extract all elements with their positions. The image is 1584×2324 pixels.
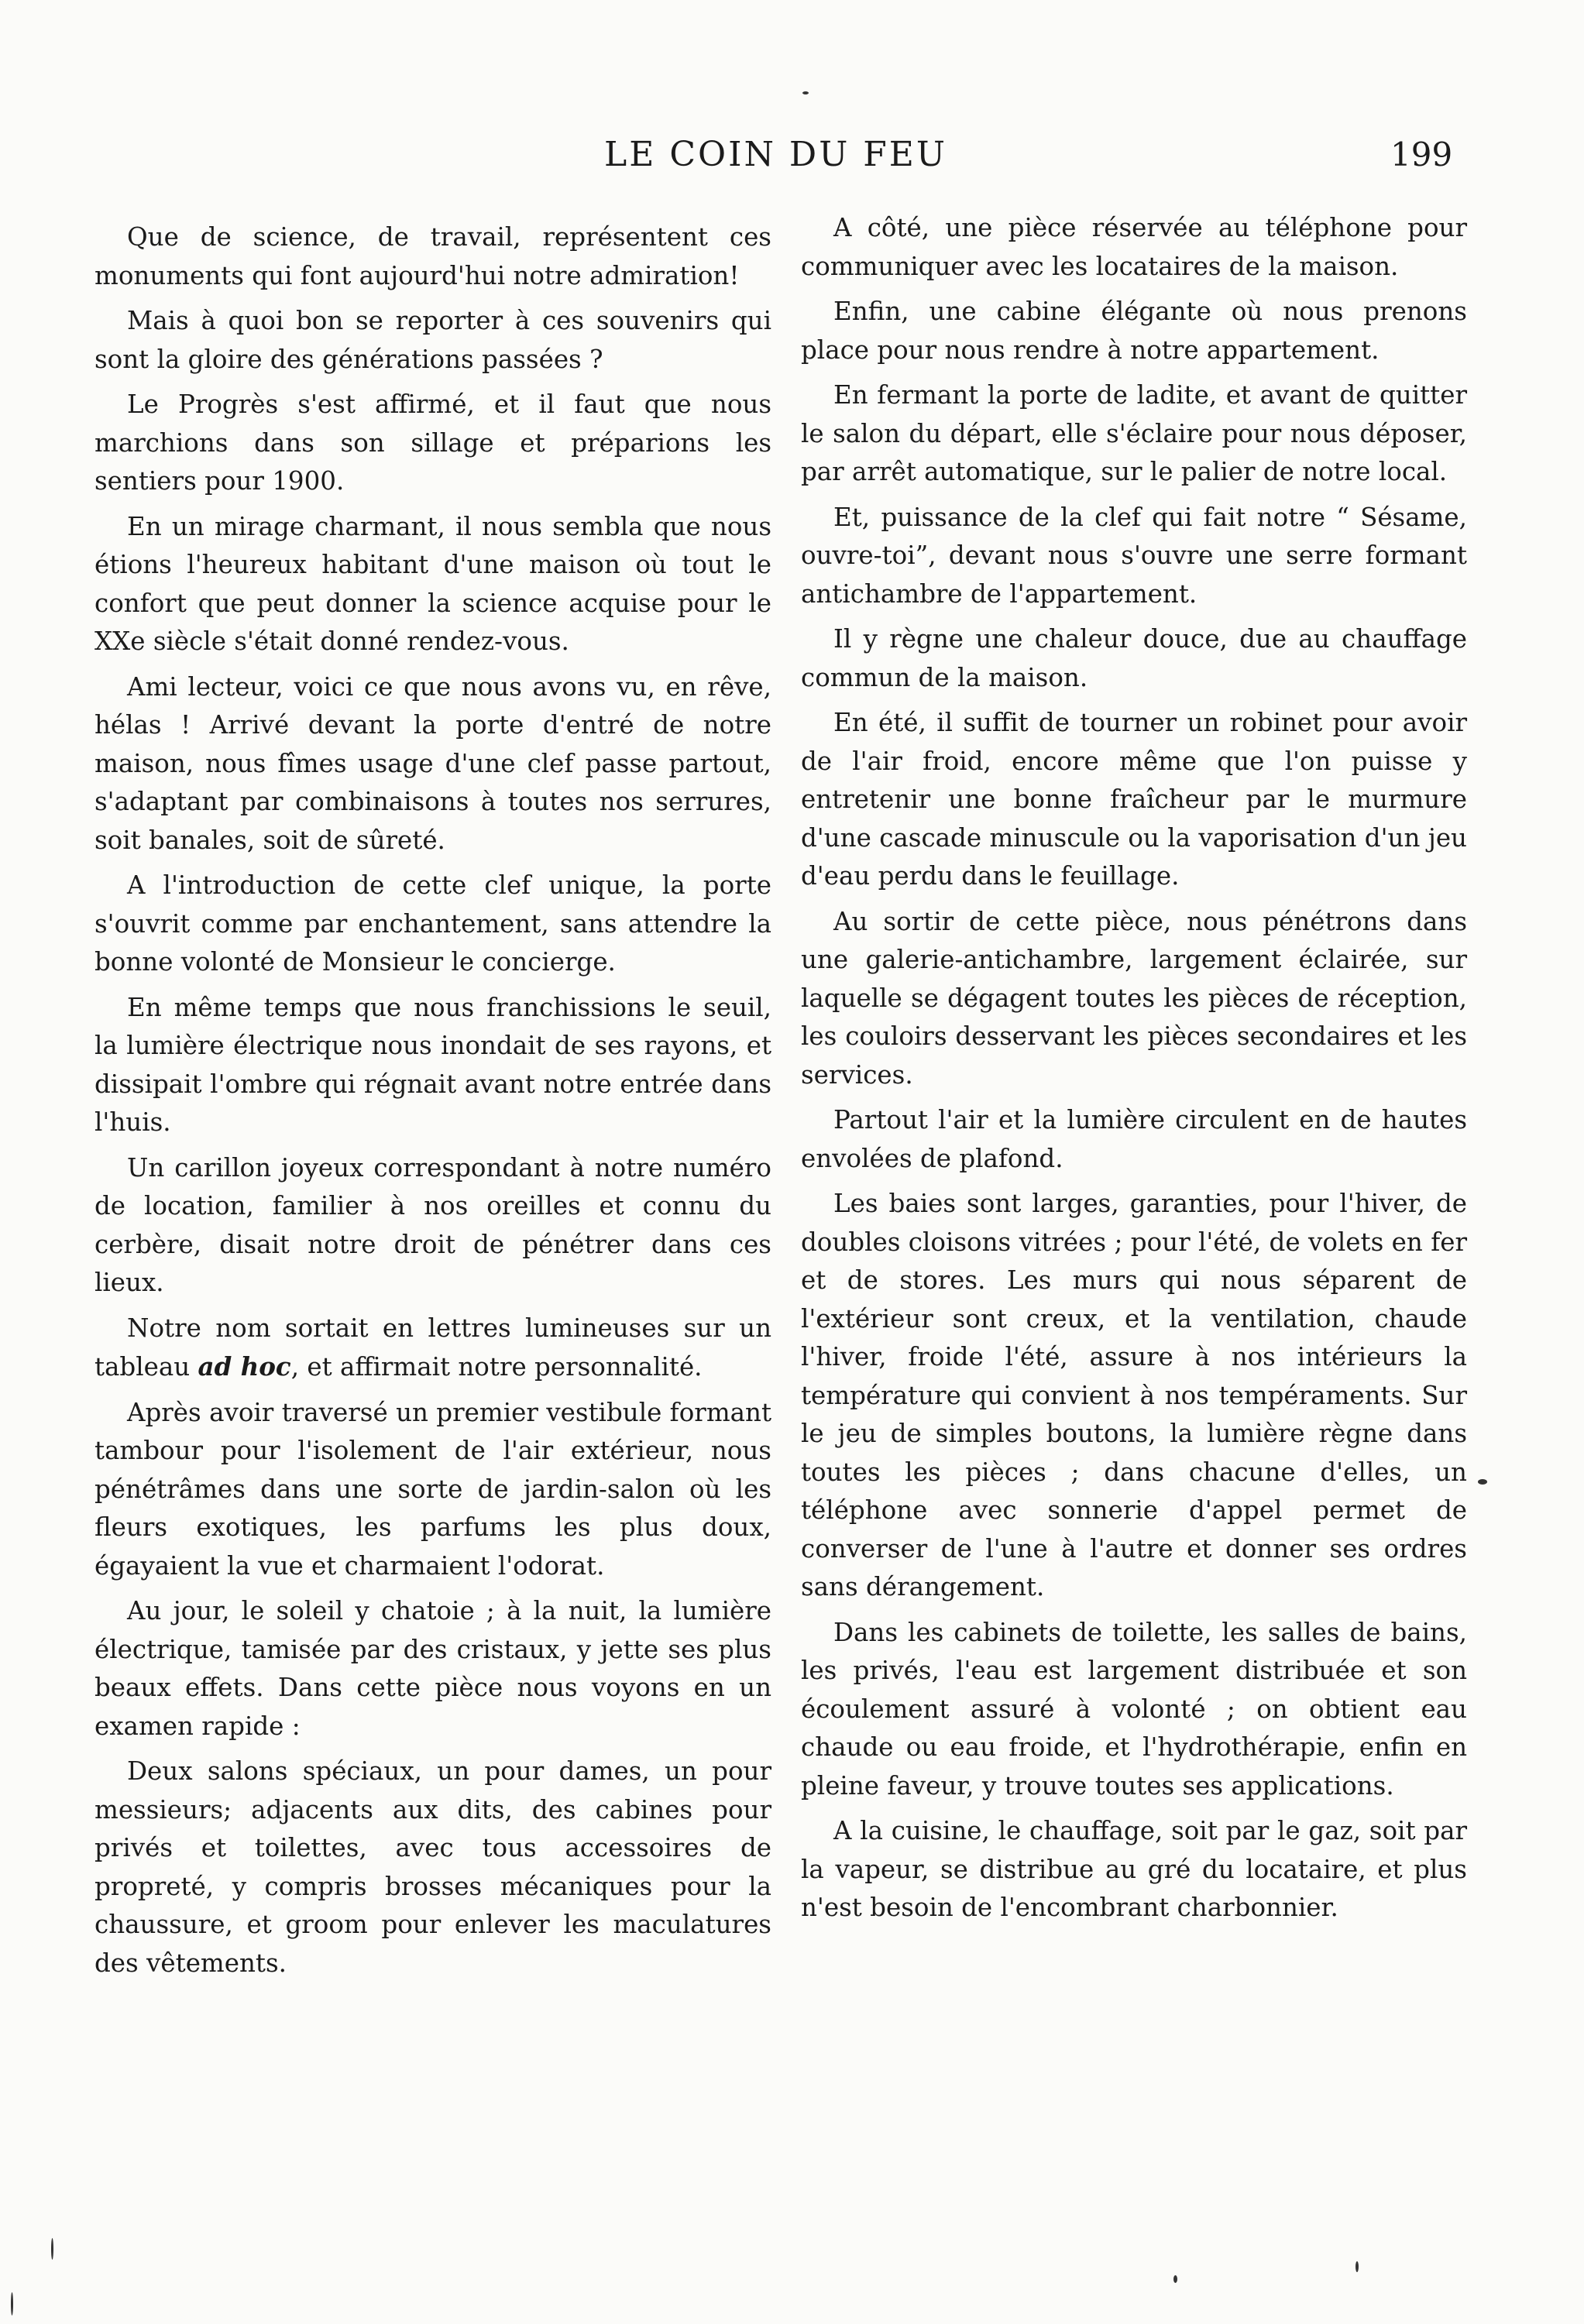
paragraph: En fermant la porte de ladite, et avant de quitter le salon du départ, elle s'éclaire pour nous déposer, par arrêt automatique, sur le palier de notre local. bbox=[801, 380, 1467, 486]
print-speck bbox=[11, 2292, 13, 2315]
paragraph: Partout l'air et la lumière circulent en de hautes envolées de plafond. bbox=[801, 1105, 1467, 1173]
paragraph: Après avoir traversé un premier vestibule formant tambour pour l'isolement de l'air extérieur, nous pénétrâmes dans une sorte de jardin-salon où les fleurs exotiques, les parfums les plus doux, égayaient la vue et charmaient l'odorat. bbox=[94, 1397, 771, 1581]
paragraph: Il y règne une chaleur douce, due au chauffage commun de la maison. bbox=[801, 624, 1467, 692]
print-speck bbox=[1478, 1479, 1487, 1485]
paragraph: En un mirage charmant, il nous sembla que nous étions l'heureux habitant d'une maison où tout le confort que peut donner la science acquise pour le XXe siècle s'était donné rendez-vous. bbox=[94, 511, 771, 656]
paragraph: Mais à quoi bon se reporter à ces souvenirs qui sont la gloire des générations passées ? bbox=[94, 306, 771, 374]
italic-term: ad hoc bbox=[198, 1351, 291, 1382]
right-column bbox=[801, 209, 1467, 1934]
print-speck bbox=[51, 2238, 53, 2260]
paragraph: A côté, une pièce réservée au téléphone pour communiquer avec les locataires de la maison. bbox=[801, 213, 1467, 281]
paragraph: Les baies sont larges, garanties, pour l'hiver, de doubles cloisons vitrées ; pour l'été, de volets en fer et de stores. Les murs qui nous séparent de l'extérieur sont creux, et la ventilation, chaude l'hiver, froide l'été, assure à nos intérieurs la température qui convient à nos tempéraments. Sur le jeu de simples boutons, la lumière règne dans toutes les pièces ; dans chacune d'elles, un téléphone avec sonnerie d'appel permet de converser de l'une à l'autre et donner ses ordres sans dérangement. bbox=[801, 1189, 1467, 1601]
print-speck bbox=[1173, 2275, 1177, 2283]
print-speck bbox=[802, 91, 809, 94]
paragraph: Au sortir de cette pièce, nous pénétrons dans une galerie-antichambre, largement éclairée, sur laquelle se dégagent toutes les pièces de réception, les couloirs desservant les pièces secondaires et les services. bbox=[801, 906, 1467, 1090]
paragraph: En même temps que nous franchissions le seuil, la lumière électrique nous inondait de ses rayons, et dissipait l'ombre qui régnait avant notre entrée dans l'huis. bbox=[94, 992, 771, 1137]
left-column bbox=[94, 218, 771, 1989]
paragraph: Et, puissance de la clef qui fait notre “ Sésame, ouvre-toi”, devant nous s'ouvre une serre formant antichambre de l'appartement. bbox=[801, 502, 1467, 609]
paragraph: A l'introduction de cette clef unique, la porte s'ouvrit comme par enchantement, sans attendre la bonne volonté de Monsieur le concierge. bbox=[94, 870, 771, 977]
paragraph: Le Progrès s'est affirmé, et il faut que nous marchions dans son sillage et préparions les sentiers pour 1900. bbox=[94, 390, 771, 496]
print-speck bbox=[1356, 2261, 1359, 2272]
page-header bbox=[0, 132, 1584, 178]
paragraph: Dans les cabinets de toilette, les salles de bains, les privés, l'eau est largement distribuée et son écoulement assuré à volonté ; on obtient eau chaude ou eau froide, et l'hydrothérapie, enfin en pleine faveur, y trouve toutes ses applications. bbox=[801, 1617, 1467, 1800]
paragraph: Deux salons spéciaux, un pour dames, un pour messieurs; adjacents aux dits, des cabines pour privés et toilettes, avec tous accessoires de propreté, y compris brosses mécaniques pour la chaussure, et groom pour enlever les maculatures des vêtements. bbox=[94, 1756, 771, 1978]
text-run: Notre nom sortait en lettres lumineuses sur un tableau bbox=[94, 1313, 771, 1382]
paragraph: En été, il suffit de tourner un robinet pour avoir de l'air froid, encore même que l'on puisse y entretenir une bonne fraîcheur par le murmure d'une cascade minuscule ou la vaporisation d'un jeu d'eau perdu dans le feuillage. bbox=[801, 708, 1467, 891]
text-run: , et affirmait notre personnalité. bbox=[290, 1352, 703, 1382]
page-number: 199 bbox=[1390, 136, 1453, 173]
paragraph: Ami lecteur, voici ce que nous avons vu, en rêve, hélas ! Arrivé devant la porte d'entré de notre maison, nous fîmes usage d'une clef passe partout, s'adaptant par combinaisons à toutes nos serrures, soit banales, soit de sûreté. bbox=[94, 671, 771, 855]
paragraph: Enfin, une cabine élégante où nous prenons place pour nous rendre à notre appartement. bbox=[801, 297, 1467, 365]
paragraph: Que de science, de travail, représentent ces monuments qui font aujourd'hui notre admiration! bbox=[94, 222, 771, 290]
paragraph: Un carillon joyeux correspondant à notre numéro de location, familier à nos oreilles et connu du cerbère, disait notre droit de pénétrer dans ces lieux. bbox=[94, 1152, 771, 1297]
paragraph: A la cuisine, le chauffage, soit par le gaz, soit par la vapeur, se distribue au gré du locataire, et plus n'est besoin de l'encombrant charbonnier. bbox=[801, 1816, 1467, 1922]
paragraph: Au jour, le soleil y chatoie ; à la nuit, la lumière électrique, tamisée par des cristaux, y jette ses plus beaux effets. Dans cette pièce nous voyons en un examen rapide : bbox=[94, 1596, 771, 1741]
paragraph bbox=[94, 1310, 771, 1387]
running-title: LE COIN DU FEU bbox=[604, 135, 948, 174]
